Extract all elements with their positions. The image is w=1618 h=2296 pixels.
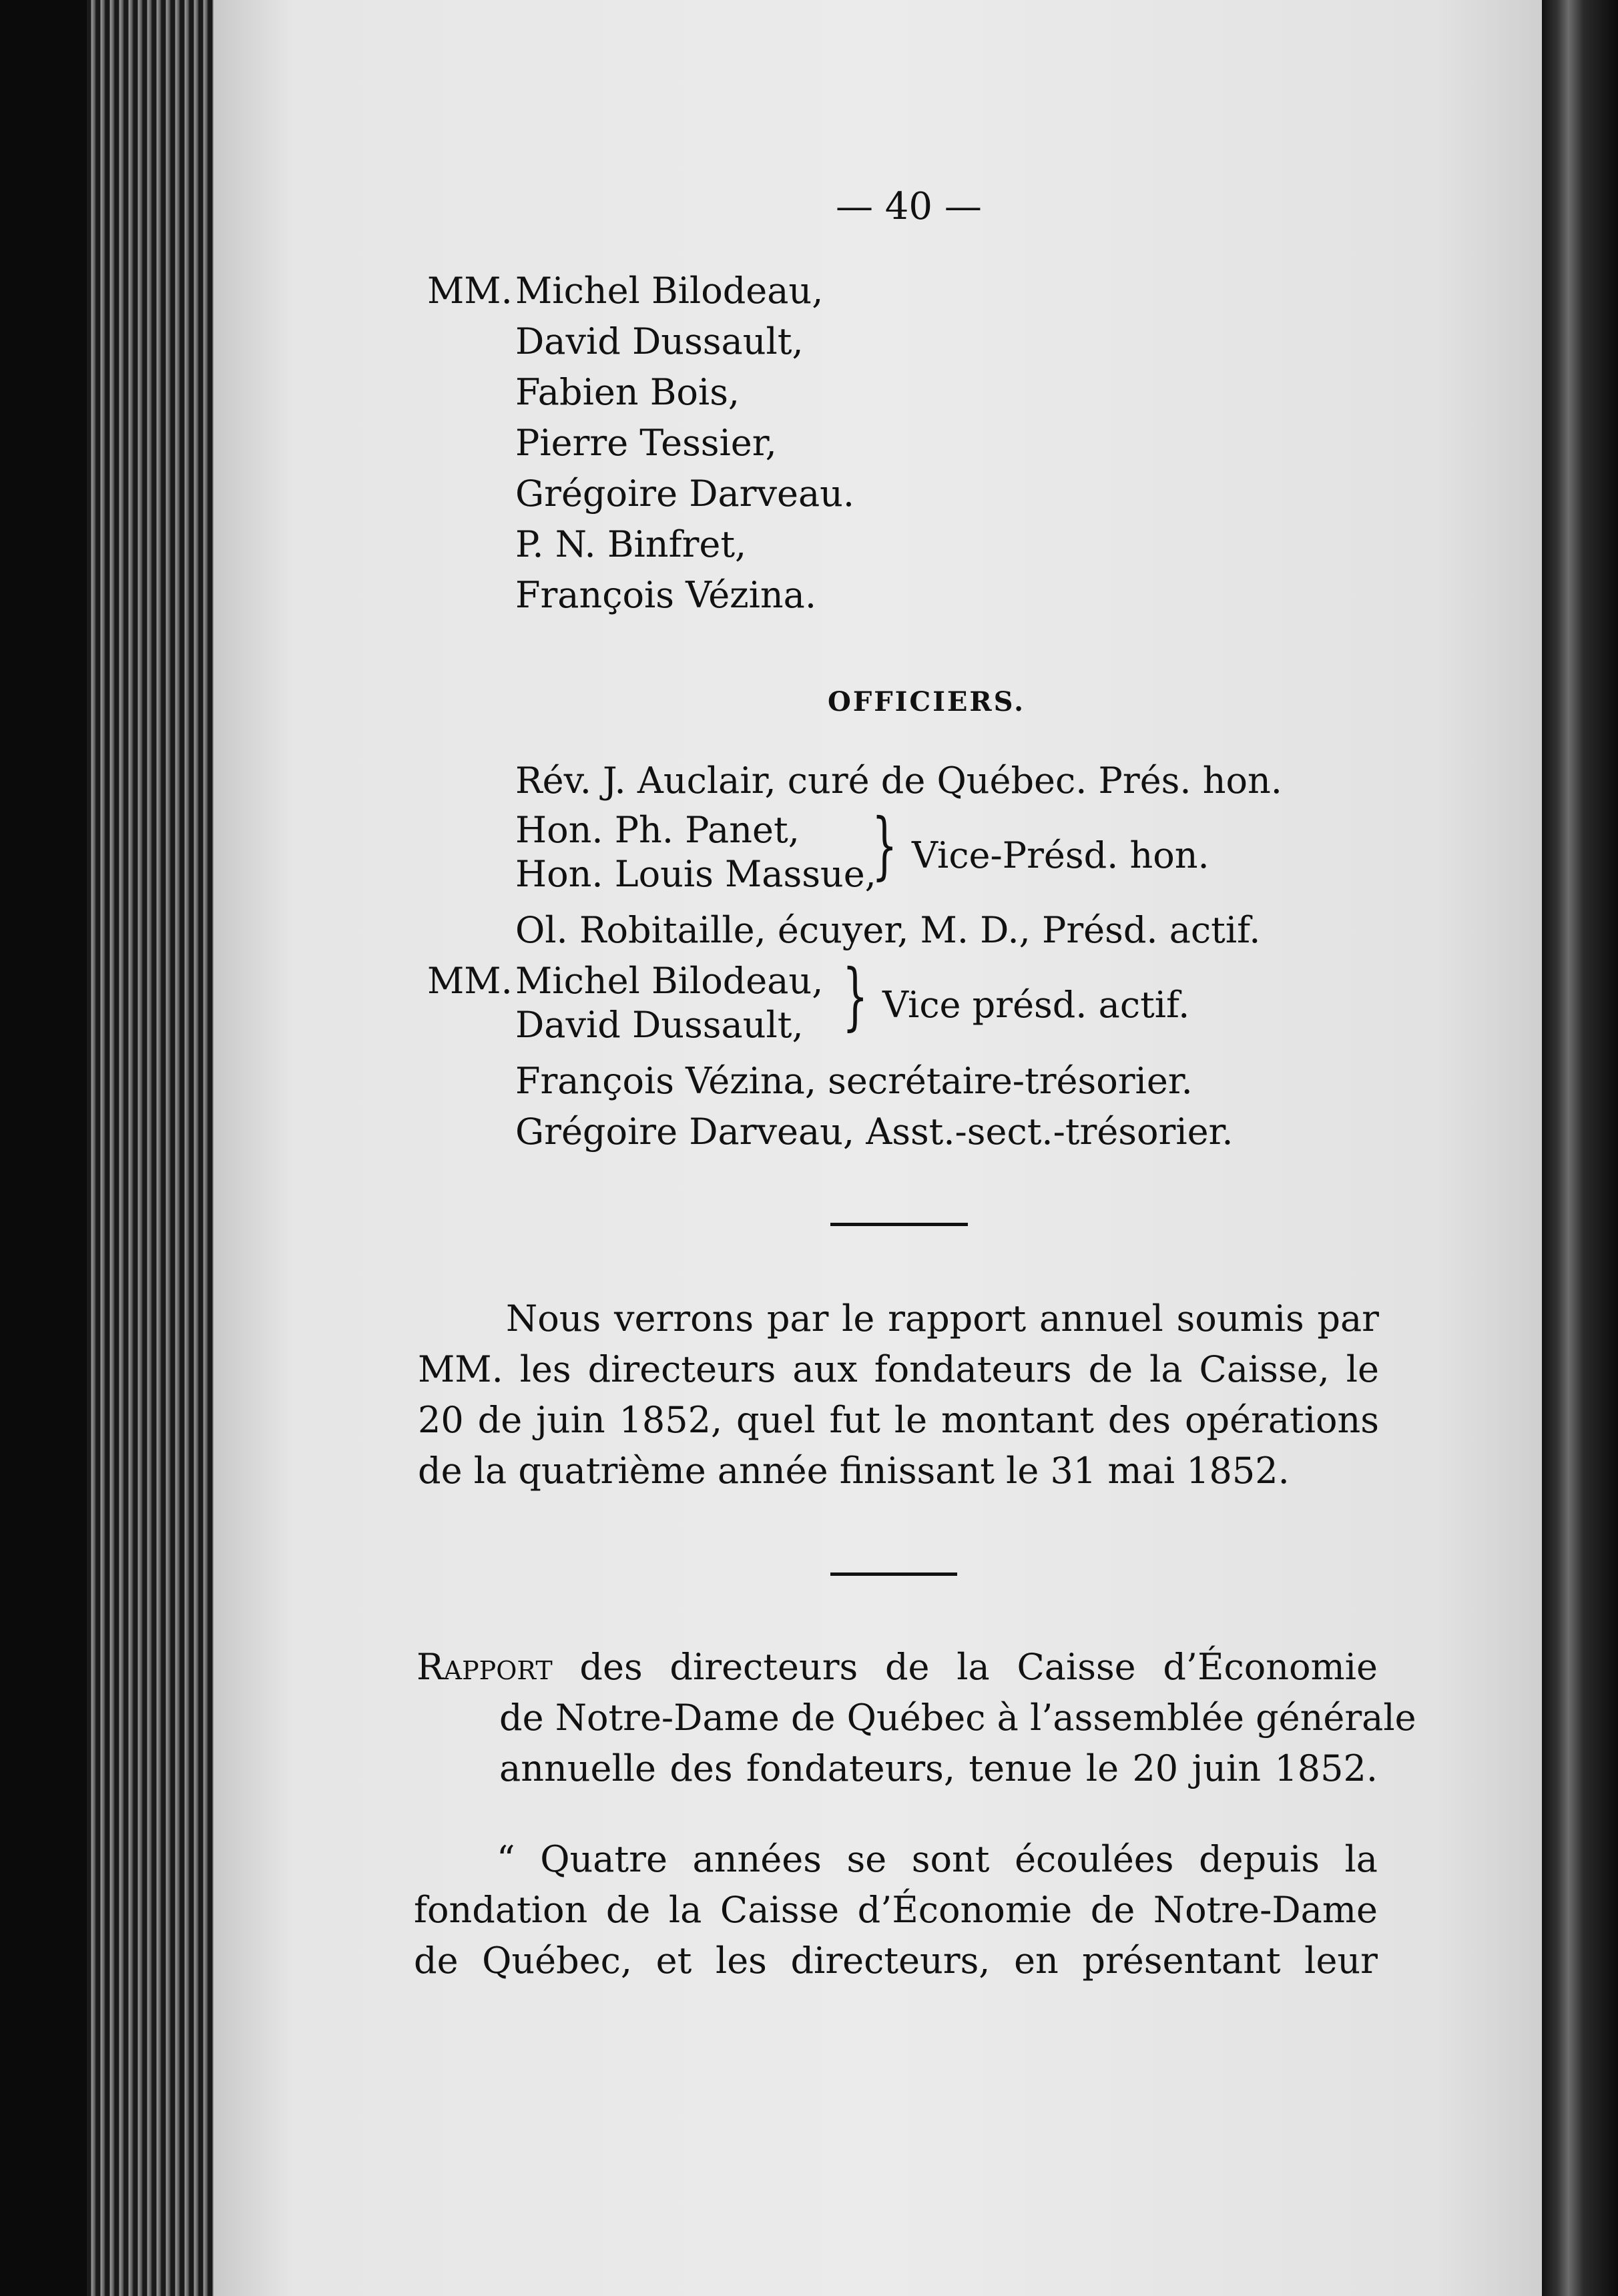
book-page-edges [87, 0, 214, 2296]
paragraph-line: Nous verrons par le rapport annuel soumis par [506, 1298, 1379, 1340]
officer-vice-actif-name: Michel Bilodeau, [515, 960, 824, 1002]
director-name: P. N. Binfret, [515, 523, 747, 565]
director-name: Grégoire Darveau. [515, 473, 855, 515]
page-number: — 40 — [836, 185, 982, 228]
paragraph-line: MM. les directeurs aux fondateurs de la Caisse, le [418, 1348, 1379, 1390]
directors-prefix: MM. [427, 270, 513, 312]
paragraph-line: fondation de la Caisse d’Économie de Notre-Dame [414, 1889, 1378, 1931]
section-divider [830, 1223, 968, 1226]
vice-actif-title: Vice présd. actif. [882, 984, 1190, 1026]
vice-actif-prefix: MM. [427, 960, 513, 1002]
section-divider [830, 1572, 957, 1576]
paragraph-line: “ Quatre années se sont écoulées depuis la [497, 1838, 1378, 1880]
director-name: Fabien Bois, [515, 371, 740, 413]
brace-icon: } [842, 953, 868, 1039]
officer-line-assistant: Grégoire Darveau, Asst.-sect.-trésorier. [515, 1111, 1234, 1153]
paragraph-report-intro [414, 1834, 1378, 1986]
officer-line-secretary: François Vézina, secrétaire-trésorier. [515, 1060, 1193, 1102]
officer-line-president-actif: Ol. Robitaille, écuyer, M. D., Présd. actif. [515, 909, 1261, 951]
director-name: Pierre Tessier, [515, 422, 777, 464]
paragraph-line: 20 de juin 1852, quel fut le montant des opérations [418, 1399, 1379, 1441]
officer-vice-hon-name: Hon. Louis Massue, [515, 853, 876, 895]
officers-heading: OFFICIERS. [828, 686, 1026, 718]
report-heading-line [417, 1642, 1378, 1693]
report-heading-line: de Notre-Dame de Québec à l’assemblée générale [499, 1697, 1416, 1739]
brace-icon: } [872, 802, 898, 888]
report-heading-rest: des directeurs de la Caisse d’Économie [552, 1646, 1378, 1688]
paragraph-line: de la quatrième année finissant le 31 mai 1852. [418, 1450, 1290, 1492]
director-name: David Dussault, [515, 320, 804, 362]
paragraph-line: de Québec, et les directeurs, en présentant leur [414, 1940, 1378, 1982]
report-heading-line: annuelle des fondateurs, tenue le 20 juin 1852. [499, 1747, 1378, 1789]
officer-line-president-hon: Rév. J. Auclair, curé de Québec. Prés. hon. [515, 760, 1282, 802]
report-first-word: Rapport [417, 1646, 553, 1688]
officer-vice-hon-name: Hon. Ph. Panet, [515, 809, 800, 851]
director-name: Michel Bilodeau, [515, 270, 824, 312]
book-binding-shadow [1542, 0, 1618, 2296]
vice-hon-title: Vice-Présd. hon. [912, 834, 1209, 876]
director-name: François Vézina. [515, 574, 817, 616]
report-heading [417, 1642, 1416, 1794]
paragraph-operations [418, 1294, 1379, 1496]
officer-vice-actif-name: David Dussault, [515, 1004, 804, 1046]
